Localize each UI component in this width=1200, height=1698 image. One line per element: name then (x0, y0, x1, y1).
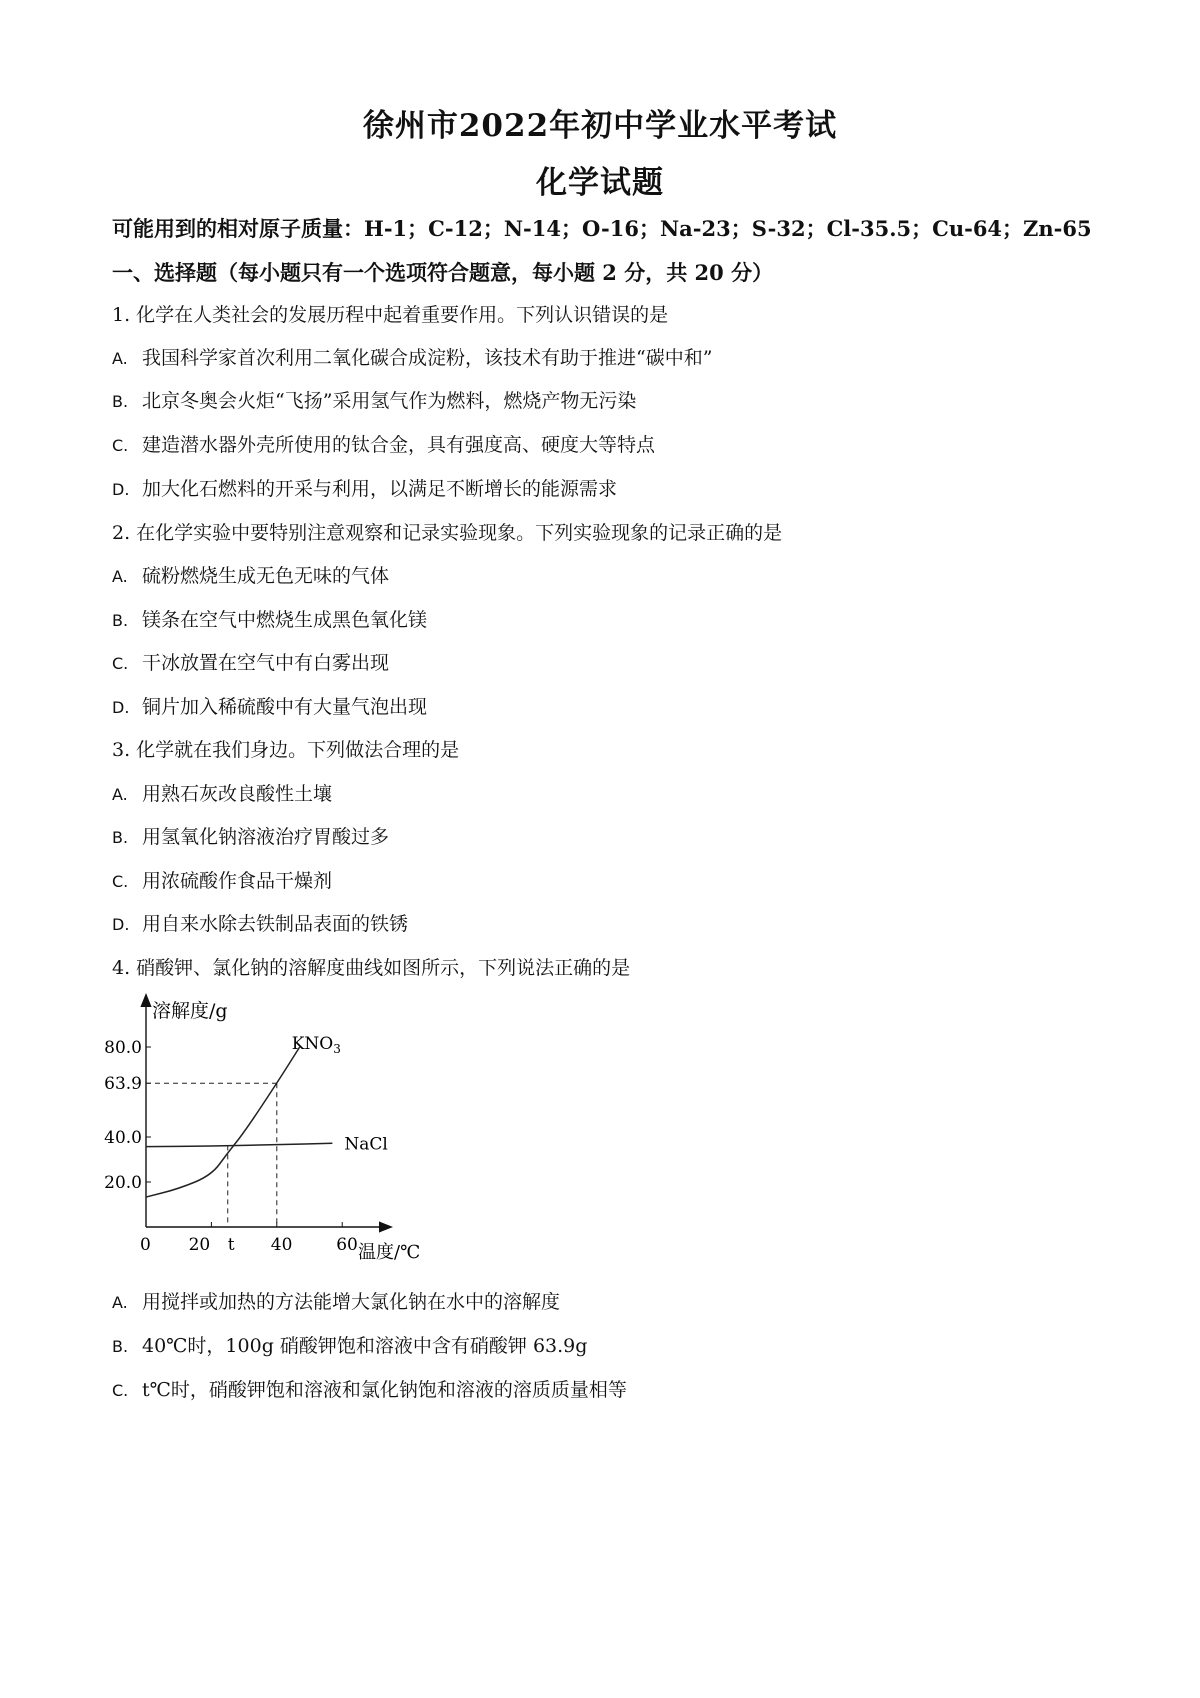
section-heading: 一、选择题（每小题只有一个选项符合题意，每小题 2 分，共 20 分） (112, 260, 774, 285)
question-3-option-b[interactable] (112, 822, 389, 849)
option-letter: C. (112, 872, 129, 891)
x-tick-label-60: 60 (336, 1235, 358, 1255)
atomic-mass-line: 可能用到的相对原子质量：H-1；C-12；N-14；O-16；Na-23；S-32；Cl-35.5；Cu-64；Zn-65 (112, 216, 1092, 241)
option-text: t℃时，硝酸钾饱和溶液和氯化钠饱和溶液的溶质质量相等 (142, 1379, 627, 1401)
question-1-option-c[interactable] (112, 430, 655, 457)
x-tick-label-t: t (227, 1235, 235, 1255)
x-axis-label: 温度/℃ (358, 1242, 421, 1263)
option-letter: A. (112, 349, 128, 368)
option-text: 用搅拌或加热的方法能增大氯化钠在水中的溶解度 (142, 1291, 561, 1313)
question-3-option-c[interactable] (112, 866, 332, 893)
y-tick-label-80.0: 80.0 (104, 1038, 142, 1058)
question-3-stem: 3. 化学就在我们身边。下列做法合理的是 (112, 739, 460, 761)
option-text: 用熟石灰改良酸性土壤 (142, 783, 333, 805)
question-3-option-a[interactable] (112, 779, 332, 806)
question-4-stem: 4. 硝酸钾、氯化钠的溶解度曲线如图所示，下列说法正确的是 (112, 957, 631, 979)
option-text: 建造潜水器外壳所使用的钛合金，具有强度高、硬度大等特点 (142, 434, 656, 456)
option-text: 镁条在空气中燃烧生成黑色氧化镁 (142, 609, 428, 631)
question-1-option-a[interactable] (112, 343, 712, 370)
y-tick-label-63.9: 63.9 (104, 1074, 142, 1095)
option-letter: C. (112, 654, 129, 673)
option-letter: A. (112, 1293, 128, 1312)
option-text: 北京冬奥会火炬“飞扬”采用氢气作为燃料，燃烧产物无污染 (142, 390, 637, 412)
option-text: 用浓硫酸作食品干燥剂 (142, 870, 333, 892)
question-2-option-b[interactable] (112, 605, 427, 632)
question-2-stem: 2. 在化学实验中要特别注意观察和记录实验现象。下列实验现象的记录正确的是 (112, 522, 783, 544)
question-3-option-d[interactable] (112, 909, 408, 936)
option-letter: A. (112, 785, 128, 804)
question-2-option-c[interactable] (112, 648, 389, 675)
option-text: 加大化石燃料的开采与利用，以满足不断增长的能源需求 (142, 478, 618, 500)
y-tick-label-20.0: 20.0 (104, 1173, 142, 1193)
option-letter: D. (112, 698, 130, 717)
question-4-option-a[interactable] (112, 1287, 560, 1314)
exam-title: 徐州市2022年初中学业水平考试 (362, 108, 838, 144)
question-2-option-a[interactable] (112, 561, 389, 588)
option-text: 用自来水除去铁制品表面的铁锈 (142, 913, 409, 935)
exam-subtitle: 化学试题 (536, 165, 664, 201)
x-tick-label-20: 20 (188, 1235, 211, 1255)
question-1-option-b[interactable] (112, 386, 636, 413)
y-axis-label: 溶解度/g (152, 1000, 228, 1022)
option-letter: A. (112, 567, 128, 586)
option-letter: D. (112, 915, 130, 934)
x-tick-label-0: 0 (140, 1235, 151, 1255)
y-tick-label-40.0: 40.0 (104, 1128, 142, 1148)
option-text: 用氢氧化钠溶液治疗胃酸过多 (142, 826, 390, 848)
option-letter: C. (112, 436, 129, 455)
series-line-nacl (146, 1143, 332, 1146)
series-label-kno3: $KNO_3$ (291, 1034, 341, 1056)
question-4-option-b[interactable] (112, 1331, 587, 1358)
x-tick-label-40: 40 (270, 1235, 293, 1255)
question-4-option-c[interactable] (112, 1375, 627, 1402)
option-text: 我国科学家首次利用二氧化碳合成淀粉，该技术有助于推进“碳中和” (142, 347, 713, 369)
option-letter: B. (112, 392, 129, 411)
option-letter: B. (112, 1337, 129, 1356)
option-letter: C. (112, 1381, 129, 1400)
series-label-nacl: NaCl (344, 1134, 388, 1155)
option-letter: B. (112, 828, 129, 847)
option-text: 40℃时，100g 硝酸钾饱和溶液中含有硝酸钾 63.9g (142, 1335, 588, 1357)
option-text: 硫粉燃烧生成无色无味的气体 (142, 565, 390, 587)
solubility-chart (100, 990, 480, 1280)
option-letter: B. (112, 611, 129, 630)
question-2-option-d[interactable] (112, 692, 427, 719)
option-letter: D. (112, 480, 130, 499)
option-text: 干冰放置在空气中有白雾出现 (142, 652, 390, 674)
question-1-option-d[interactable] (112, 474, 617, 501)
option-text: 铜片加入稀硫酸中有大量气泡出现 (142, 696, 428, 718)
question-1-stem: 1. 化学在人类社会的发展历程中起着重要作用。下列认识错误的是 (112, 304, 669, 326)
